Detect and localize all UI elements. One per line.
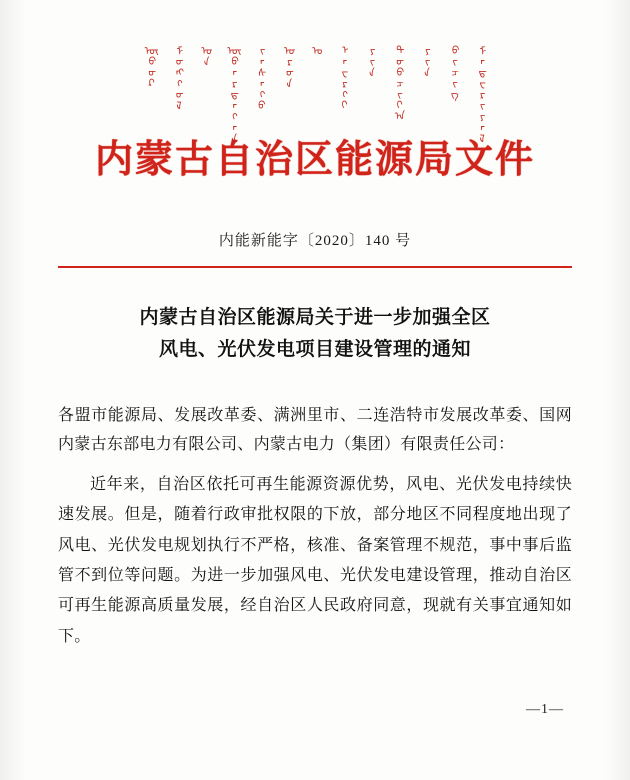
mongolian-column: ᠤ [308,44,322,55]
notice-heading-line: 内蒙古自治区能源局关于进一步加强全区 [139,307,491,328]
document-number: 内能新能字〔2020〕140 号 [218,233,412,249]
recipients-list: 各盟市能源局、发展改革委、满洲里市、二连浩特市发展改革委、国网内蒙古东部电力有限公司、内蒙古电力（集团）有限责任公司： [58,406,572,454]
notice-heading [58,302,572,367]
mongolian-column: ᠶᠢᠨ [418,44,432,77]
mongolian-column: ᠲᠣᠪᠴᠢᠶ᠎ᠠ [391,44,405,121]
mongolian-column: ᠮᠠᠲ᠋ᠧᠷᠢᠶᠠᠯ [474,44,488,143]
mongolian-column: ᠪᠢᠴᠢᠭ [446,44,460,99]
mongolian-column: ᠤᠷᠤᠨ [281,44,295,88]
mongolian-column: ᠵᠠᠰᠠᠬᠤ [253,44,267,110]
mongolian-column: ᠡᠨᠧᠷᠭᠢ [336,44,350,110]
page-edge-shading-left [0,0,26,780]
mongolian-column: ᠥᠪᠡᠷᠲᠡᠭᠡᠨ [226,44,240,143]
red-divider-rule [58,266,572,268]
mongolian-column: ᠤᠨ [198,44,212,66]
body-paragraph: 近年来，自治区依托可再生能源资源优势，风电、光伏发电持续快速发展。但是，随着行政审批权限的下放，部分地区不同程度地出现了风电、光伏发电规划执行不严格，核准、备案管理不规范，事中事后监管不到位等问题。为进一步加强风电、光伏发电建设管理，推动自治区可再生能源高质量发展，经自治区人民政府同意，现就有关事宜通知如下。 [58,475,572,645]
mongolian-column: ᠶᠢᠨ [363,44,377,77]
mongolian-script-header [58,0,572,143]
mongolian-column: ᠮᠣᠩᠭᠤᠯ [171,44,185,110]
page-edge-shading-right [604,0,630,780]
document-title: 内蒙古自治区能源局文件 [94,139,535,181]
mongolian-column: ᠦᠪᠦᠷ [143,44,157,88]
notice-heading-line: 风电、光伏发电项目建设管理的通知 [158,339,471,361]
page-number: —1— [526,702,564,717]
